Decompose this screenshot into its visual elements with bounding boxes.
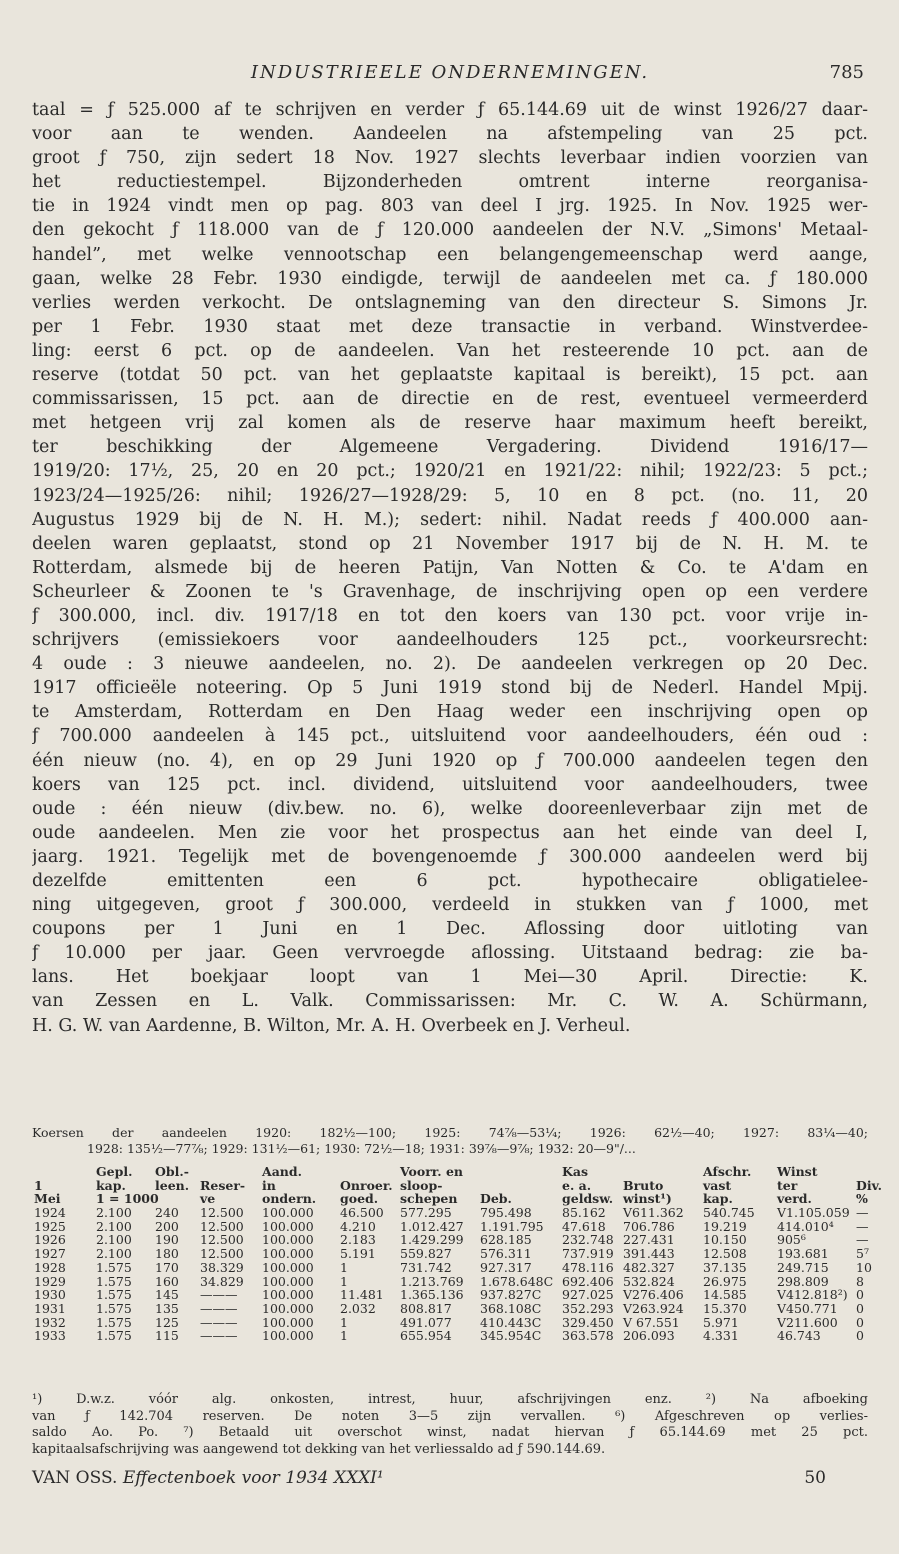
table-cell: 193.681: [777, 1246, 829, 1262]
table-cell: goed.: [340, 1191, 379, 1207]
table-cell: 14.585: [703, 1287, 747, 1303]
table-cell: 1930: [34, 1287, 66, 1303]
table-cell: 1924: [34, 1205, 66, 1221]
table-cell: 692.406: [562, 1273, 614, 1289]
table-cell: 1.575: [96, 1273, 132, 1289]
table-cell: 345.954C: [480, 1328, 542, 1344]
table-cell: 12.508: [703, 1246, 747, 1262]
table-cell: 227.431: [623, 1232, 675, 1248]
table-cell: 0: [856, 1287, 864, 1303]
table-cell: 905⁶: [777, 1232, 806, 1248]
text-line: ning uitgegeven, groot ƒ 300.000, verdeeld in stukken van ƒ 1000, met: [32, 895, 868, 916]
table-cell: 410.443C: [480, 1314, 542, 1330]
table-cell: V1.105.059: [777, 1205, 850, 1221]
table-cell: V450.771: [777, 1300, 838, 1316]
text-line: H. G. W. van Aardenne, B. Wilton, Mr. A. H. Overbeek en J. Verheul.: [32, 1015, 631, 1036]
table-cell: kap.: [96, 1177, 126, 1193]
table-cell: 47.618: [562, 1218, 606, 1234]
table-cell: 1933: [34, 1328, 66, 1344]
table-cell: 125: [155, 1314, 179, 1330]
share-prices-line: 1928: 135½—77⅞; 1929: 131½—61; 1930: 72½—18; 1931: 39⅞—9⅞; 1932: 20—9"/...: [87, 1141, 636, 1156]
table-cell: 160: [155, 1273, 179, 1289]
table-cell: 927.317: [480, 1259, 532, 1275]
publisher-name: VAN OSS.: [32, 1468, 118, 1488]
text-line: taal = ƒ 525.000 af te schrijven en verder ƒ 65.144.69 uit de winst 1926/27 daar-: [32, 100, 868, 120]
table-cell: 10: [856, 1259, 872, 1275]
text-line: met hetgeen vrij zal komen als de reserve haar maximum heeft bereikt,: [32, 413, 868, 434]
table-cell: 206.093: [623, 1328, 675, 1344]
table-row: [30, 1219, 870, 1233]
table-cell: 363.578: [562, 1328, 614, 1344]
table-header-row: [30, 1177, 882, 1193]
running-head: [32, 62, 868, 92]
table-cell: 1.365.136: [400, 1287, 464, 1303]
table-cell: 12.500: [200, 1205, 244, 1221]
table-cell: 2.100: [96, 1246, 132, 1262]
text-line: voor aan te wenden. Aandeelen na afstempeling van 25 pct.: [32, 124, 868, 145]
text-line: ter beschikking der Algemeene Vergadering. Dividend 1916/17—: [32, 437, 868, 458]
text-line: één nieuw (no. 4), en op 29 Juni 1920 op ƒ 700.000 aandeelen tegen den: [32, 750, 868, 771]
financial-table: [30, 1164, 882, 1344]
table-cell: 100.000: [262, 1273, 314, 1289]
table-cell: 2.183: [340, 1232, 376, 1248]
table-cell: 1932: [34, 1314, 66, 1330]
table-cell: 2.100: [96, 1218, 132, 1234]
table-cell: 0: [856, 1300, 864, 1316]
table-cell: 26.975: [703, 1273, 747, 1289]
table-cell: ———: [200, 1314, 238, 1330]
table-cell: 532.824: [623, 1273, 675, 1289]
table-cell: V263.924: [623, 1300, 684, 1316]
table-cell: 1926: [34, 1232, 66, 1248]
table-cell: 1.012.427: [400, 1218, 464, 1234]
table-cell: Afschr.: [703, 1164, 752, 1179]
table-cell: in: [262, 1177, 276, 1193]
table-cell: Obl.-: [155, 1164, 189, 1179]
table-cell: 4.331: [703, 1328, 739, 1344]
text-line: 1919/20: 17½, 25, 20 en 20 pct.; 1920/21 en 1921/22: nihil; 1922/23: 5 pct.;: [32, 461, 868, 482]
table-cell: V211.600: [777, 1314, 838, 1330]
table-cell: —: [856, 1205, 869, 1221]
table-cell: 731.742: [400, 1259, 452, 1275]
table-cell: 1.429.299: [400, 1232, 464, 1248]
table-cell: Reser-: [200, 1177, 246, 1193]
table-cell: 540.745: [703, 1205, 755, 1221]
table-cell: 1.575: [96, 1328, 132, 1344]
table-cell: 2.032: [340, 1300, 376, 1316]
table-cell: 1925: [34, 1218, 66, 1234]
table-cell: 795.498: [480, 1205, 532, 1221]
table-cell: ———: [200, 1328, 238, 1344]
text-line: tie in 1924 vindt men op pag. 803 van deel I jrg. 1925. In Nov. 1925 wer-: [32, 196, 868, 217]
table-cell: 414.010⁴: [777, 1218, 834, 1234]
table-cell: 0: [856, 1328, 864, 1344]
table-cell: 628.185: [480, 1232, 532, 1248]
table-cell: V412.818²): [777, 1287, 848, 1303]
text-line: schrijvers (emissiekoers voor aandeelhouders 125 pct., voorkeursrecht:: [32, 630, 868, 651]
table-cell: V 67.551: [623, 1314, 680, 1330]
table-cell: 1: [340, 1273, 348, 1289]
table-cell: 5.971: [703, 1314, 739, 1330]
table-cell: 11.481: [340, 1287, 384, 1303]
table-cell: —: [856, 1232, 869, 1248]
table-row: [30, 1301, 870, 1315]
text-line: Rotterdam, alsmede bij de heeren Patijn, Van Notten & Co. te A'dam en: [32, 557, 868, 578]
table-cell: 706.786: [623, 1218, 675, 1234]
table-cell: 1.575: [96, 1287, 132, 1303]
table-cell: 15.370: [703, 1300, 747, 1316]
text-line: per 1 Febr. 1930 staat met deze transactie in verband. Winstverdee-: [32, 316, 868, 337]
table-cell: %: [856, 1191, 868, 1207]
table-cell: 100.000: [262, 1287, 314, 1303]
footnote-line: kapitaalsafschrijving was aangewend tot dekking van het verliessaldo ad ƒ 590.144.69.: [32, 1441, 606, 1457]
table-cell: 576.311: [480, 1246, 532, 1262]
text-line: coupons per 1 Juni en 1 Dec. Aflossing door uitloting van: [32, 919, 868, 940]
table-cell: 100.000: [262, 1246, 314, 1262]
table-cell: 12.500: [200, 1246, 244, 1262]
page-footer: [32, 1468, 868, 1492]
text-line: jaarg. 1921. Tegelijk met de bovengenoemde ƒ 300.000 aandeelen werd bij: [32, 846, 868, 867]
table-cell: 19.219: [703, 1218, 747, 1234]
volume-number: XXXI¹: [333, 1468, 384, 1488]
table-cell: 1: [340, 1314, 348, 1330]
text-line: oude : één nieuw (div.bew. no. 6), welke dooreenleverbaar zijn met de: [32, 798, 868, 819]
footnote-line: van ƒ 142.704 reserven. De noten 3—5 zijn vervallen. ⁶) Afgeschreven op verlies-: [32, 1408, 868, 1424]
table-cell: e. a.: [562, 1177, 592, 1193]
table-cell: Deb.: [480, 1191, 512, 1207]
table-cell: 1: [34, 1177, 43, 1193]
footnote-line: saldo Ao. Po. ⁷) Betaald uit overschot winst, nadat hiervan ƒ 65.144.69 met 25 pct.: [32, 1425, 868, 1440]
table-cell: 577.295: [400, 1205, 452, 1221]
table-cell: 100.000: [262, 1205, 314, 1221]
table-cell: 482.327: [623, 1259, 675, 1275]
table-row: [30, 1328, 870, 1342]
table-cell: 737.919: [562, 1246, 614, 1262]
table-cell: 1: [340, 1328, 348, 1344]
table-cell: 10.150: [703, 1232, 747, 1248]
table-cell: verd.: [777, 1191, 812, 1207]
table-cell: 478.116: [562, 1259, 614, 1275]
table-row: [30, 1287, 870, 1301]
table-cell: ondern.: [262, 1191, 317, 1207]
table-cell: Voorr. en: [400, 1164, 463, 1179]
table-cell: 37.135: [703, 1259, 747, 1275]
table-cell: schepen: [400, 1191, 458, 1207]
table-cell: 1.575: [96, 1300, 132, 1316]
table-cell: 46.500: [340, 1205, 384, 1221]
table-cell: 329.450: [562, 1314, 614, 1330]
table-cell: 1928: [34, 1259, 66, 1275]
share-prices: [32, 1125, 868, 1157]
table-cell: vast: [703, 1177, 732, 1193]
text-line: te Amsterdam, Rotterdam en Den Haag weder een inschrijving open op: [32, 702, 868, 723]
table-cell: 4.210: [340, 1218, 376, 1234]
table-cell: Bruto: [623, 1177, 664, 1193]
table-cell: 38.329: [200, 1259, 244, 1275]
table-cell: Kas: [562, 1164, 589, 1179]
text-line: deelen waren geplaatst, stond op 21 November 1917 bij de N. H. M. te: [32, 533, 868, 554]
table-cell: 200: [155, 1218, 179, 1234]
table-cell: winst¹): [623, 1191, 672, 1207]
table-cell: Gepl.: [96, 1164, 133, 1179]
table-cell: 115: [155, 1328, 179, 1344]
table-cell: 352.293: [562, 1300, 614, 1316]
text-line: van Zessen en L. Valk. Commissarissen: Mr. C. W. A. Schürmann,: [32, 991, 868, 1012]
table-cell: Mei: [34, 1191, 61, 1207]
table-row: [30, 1246, 870, 1260]
table-cell: 937.827C: [480, 1287, 542, 1303]
table-cell: 135: [155, 1300, 179, 1316]
body-text: [32, 98, 868, 1038]
table-cell: Winst: [777, 1164, 818, 1179]
table-cell: ter: [777, 1177, 798, 1193]
signature-mark: 50: [804, 1468, 826, 1488]
table-cell: 1 = 1000: [96, 1191, 159, 1207]
text-line: Augustus 1929 bij de N. H. M.); sedert: nihil. Nadat reeds ƒ 400.000 aan-: [32, 509, 868, 530]
table-cell: 5.191: [340, 1246, 376, 1262]
table-cell: 46.743: [777, 1328, 821, 1344]
table-cell: geldsw.: [562, 1191, 614, 1207]
table-row: [30, 1232, 870, 1246]
page-number: 785: [829, 62, 864, 83]
table-cell: 100.000: [262, 1328, 314, 1344]
table-cell: V611.362: [623, 1205, 684, 1221]
table-cell: 12.500: [200, 1218, 244, 1234]
table-header-row: [30, 1164, 870, 1178]
table-cell: 34.829: [200, 1273, 244, 1289]
text-line: handel”, met welke vennootschap een belangengemeenschap werd aange,: [32, 244, 868, 265]
table-cell: 145: [155, 1287, 179, 1303]
table-row: [30, 1315, 870, 1329]
table-cell: 1: [340, 1259, 348, 1275]
table-cell: 1.191.795: [480, 1218, 544, 1234]
text-line: 1917 officieële noteering. Op 5 Juni 1919 stond bij de Nederl. Handel Mpij.: [32, 678, 868, 699]
table-cell: 298.809: [777, 1273, 829, 1289]
table-cell: 232.748: [562, 1232, 614, 1248]
table-cell: —: [856, 1218, 869, 1234]
table-cell: 2.100: [96, 1205, 132, 1221]
table-cell: leen.: [155, 1177, 190, 1193]
table-cell: 100.000: [262, 1314, 314, 1330]
table-cell: ve: [200, 1191, 216, 1207]
footnote-line: ¹) D.w.z. vóór alg. onkosten, intrest, huur, afschrijvingen enz. ²) Na afboeking: [32, 1392, 868, 1407]
text-line: dezelfde emittenten een 6 pct. hypothecaire obligatielee-: [32, 871, 868, 891]
table-cell: Aand.: [262, 1164, 302, 1179]
table-row: [30, 1274, 870, 1288]
table-cell: 249.715: [777, 1259, 829, 1275]
table-cell: 8: [856, 1273, 864, 1289]
table-cell: V276.406: [623, 1287, 684, 1303]
table-cell: 100.000: [262, 1300, 314, 1316]
text-line: ƒ 300.000, incl. div. 1917/18 en tot den koers van 130 pct. voor vrije in-: [32, 605, 868, 626]
table-cell: 100.000: [262, 1218, 314, 1234]
table-header-row: [30, 1191, 870, 1205]
text-line: ƒ 10.000 per jaar. Geen vervroegde aflossing. Uitstaand bedrag: zie ba-: [32, 943, 868, 964]
table-cell: 1931: [34, 1300, 66, 1316]
table-cell: 1.575: [96, 1314, 132, 1330]
text-line: ling: eerst 6 pct. op de aandeelen. Van het resteerende 10 pct. aan de: [32, 340, 868, 361]
table-cell: 1929: [34, 1273, 66, 1289]
table-cell: 655.954: [400, 1328, 452, 1344]
table-cell: ———: [200, 1300, 238, 1316]
table-cell: kap.: [703, 1191, 733, 1207]
table-cell: 808.817: [400, 1300, 452, 1316]
text-line: groot ƒ 750, zijn sedert 18 Nov. 1927 slechts leverbaar indien voorzien van: [32, 148, 868, 169]
table-cell: 180: [155, 1246, 179, 1262]
table-cell: 1.213.769: [400, 1273, 464, 1289]
table-cell: 2.100: [96, 1232, 132, 1248]
table-cell: 100.000: [262, 1259, 314, 1275]
table-row: [30, 1260, 870, 1274]
text-line: oude aandeelen. Men zie voor het prospectus aan het einde van deel I,: [32, 822, 868, 843]
text-line: commissarissen, 15 pct. aan de directie en de rest, eventueel vermeerderd: [32, 389, 868, 410]
table-cell: 1.678.648C: [480, 1273, 554, 1289]
book-title: Effectenboek voor 1934: [122, 1468, 329, 1488]
table-cell: sloop-: [400, 1177, 443, 1193]
text-line: 4 oude : 3 nieuwe aandeelen, no. 2). De aandeelen verkregen op 20 Dec.: [32, 654, 868, 675]
table-cell: 190: [155, 1232, 179, 1248]
text-line: lans. Het boekjaar loopt van 1 Mei—30 April. Directie: K.: [32, 967, 868, 988]
table-cell: 368.108C: [480, 1300, 542, 1316]
text-line: verlies werden verkocht. De ontslagneming van den directeur S. Simons Jr.: [32, 292, 868, 313]
table-cell: 491.077: [400, 1314, 452, 1330]
table-cell: ———: [200, 1287, 238, 1303]
text-line: het reductiestempel. Bijzonderheden omtrent interne reorganisa-: [32, 172, 868, 193]
page-title: INDUSTRIEELE ONDERNEMINGEN.: [250, 62, 650, 83]
table-cell: Div.: [856, 1177, 882, 1193]
table-cell: 1.575: [96, 1259, 132, 1275]
table-cell: Onroer.: [340, 1177, 393, 1193]
table-cell: 0: [856, 1314, 864, 1330]
table-cell: 170: [155, 1259, 179, 1275]
table-cell: 5⁷: [856, 1246, 869, 1262]
text-line: den gekocht ƒ 118.000 van de ƒ 120.000 aandeelen der N.V. „Simons' Metaal-: [32, 220, 868, 241]
table-cell: 12.500: [200, 1232, 244, 1248]
footnotes: [32, 1392, 868, 1458]
text-line: koers van 125 pct. incl. dividend, uitsluitend voor aandeelhouders, twee: [32, 774, 868, 795]
publication-title: [32, 1468, 384, 1488]
table-cell: 1927: [34, 1246, 66, 1262]
table-cell: 85.162: [562, 1205, 606, 1221]
table-cell: 927.025: [562, 1287, 614, 1303]
text-line: Scheurleer & Zoonen te 's Gravenhage, de inschrijving open op een verdere: [32, 581, 868, 602]
text-line: reserve (totdat 50 pct. van het geplaatste kapitaal is bereikt), 15 pct. aan: [32, 365, 868, 386]
table-cell: 240: [155, 1205, 179, 1221]
text-line: gaan, welke 28 Febr. 1930 eindigde, terwijl de aandeelen met ca. ƒ 180.000: [32, 268, 868, 289]
table-cell: 559.827: [400, 1246, 452, 1262]
text-line: 1923/24—1925/26: nihil; 1926/27—1928/29: 5, 10 en 8 pct. (no. 11, 20: [32, 485, 868, 506]
table-cell: 100.000: [262, 1232, 314, 1248]
text-line: ƒ 700.000 aandeelen à 145 pct., uitsluitend voor aandeelhouders, één oud :: [32, 726, 868, 747]
table-cell: 391.443: [623, 1246, 675, 1262]
table-row: [30, 1205, 870, 1219]
share-prices-line: Koersen der aandeelen 1920: 182½—100; 1925: 74⅞—53¼; 1926: 62½—40; 1927: 83¼—40;: [32, 1125, 868, 1140]
